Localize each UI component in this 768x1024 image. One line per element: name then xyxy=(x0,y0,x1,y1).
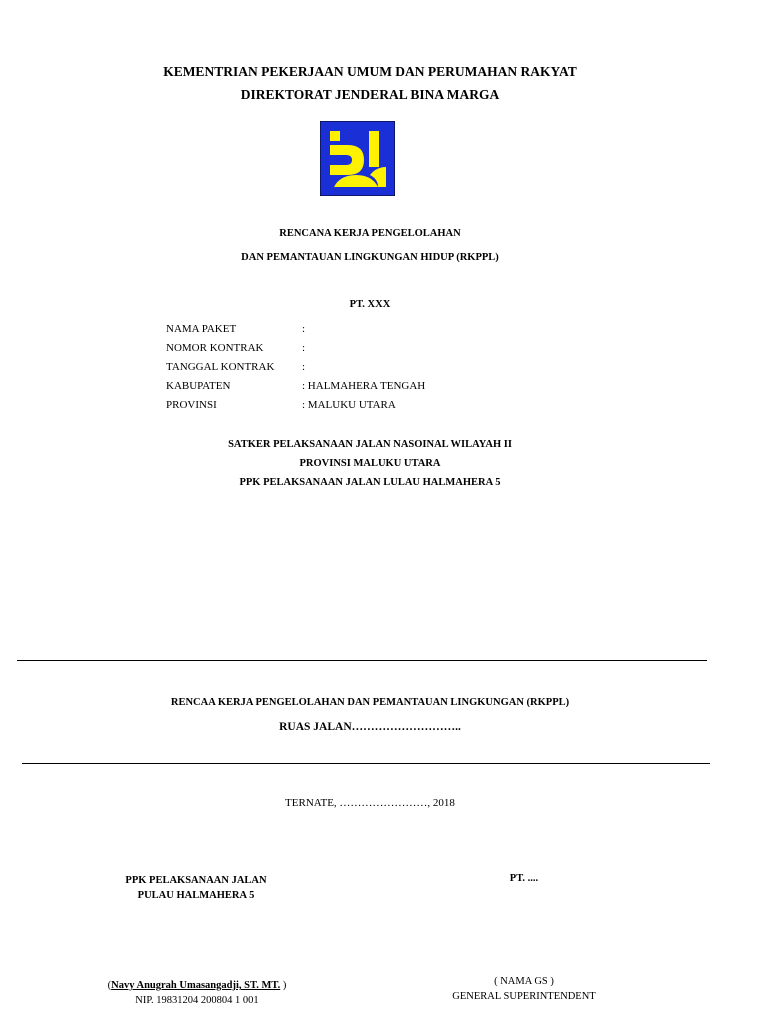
satker-line3: PPK PELAKSANAAN JALAN LULAU HALMAHERA 5 xyxy=(239,477,501,488)
document-title-line1: RENCANA KERJA PENGELOLAHAN xyxy=(279,228,461,239)
info-row-contract-date xyxy=(166,358,425,377)
signature-right-name-block xyxy=(414,974,634,1004)
info-value: : xyxy=(302,342,306,354)
divider-top xyxy=(17,660,707,661)
signature-left-nip: NIP. 19831204 200804 1 001 xyxy=(135,995,259,1006)
signature-left-title xyxy=(96,873,296,903)
pu-logo-icon xyxy=(320,121,395,196)
divider-bottom xyxy=(22,763,710,764)
paren-open: ( xyxy=(107,980,112,991)
directorate-title: DIREKTORAT JENDERAL BINA MARGA xyxy=(240,87,500,102)
signature-left-name-block xyxy=(92,978,302,1008)
section-title: RENCAA KERJA PENGELOLAHAN DAN PEMANTAUAN LINGKUNGAN (RKPPL) xyxy=(170,697,570,708)
signature-left-name-line xyxy=(92,978,302,993)
signature-right-role: GENERAL SUPERINTENDENT xyxy=(452,991,596,1002)
signature-right-name: ( NAMA GS ) xyxy=(494,976,554,987)
info-label: NAMA PAKET xyxy=(166,323,237,335)
info-label: TANGGAL KONTRAK xyxy=(166,361,275,373)
signature-left-name: Navy Anugrah Umasangadji, ST. MT. xyxy=(111,980,281,991)
place-date: TERNATE, ……………………, 2018 xyxy=(285,797,455,809)
route-name: RUAS JALAN……………………….. xyxy=(279,721,461,733)
info-label: KABUPATEN xyxy=(166,380,231,392)
signature-right-title: PT. .... xyxy=(509,873,539,884)
satker-line2: PROVINSI MALUKU UTARA xyxy=(299,458,441,469)
info-label: NOMOR KONTRAK xyxy=(166,342,264,354)
info-value: : xyxy=(302,323,306,335)
signature-left-title-line1: PPK PELAKSANAAN JALAN xyxy=(125,875,267,886)
contract-info xyxy=(166,320,425,415)
ministry-title: KEMENTRIAN PEKERJAAN UMUM DAN PERUMAHAN RAKYAT xyxy=(163,64,577,79)
info-value: : xyxy=(302,361,306,373)
company-name: PT. XXX xyxy=(349,299,391,310)
paren-close: ) xyxy=(280,980,287,991)
satker-block xyxy=(0,435,740,492)
info-row-package xyxy=(166,320,425,339)
info-row-contract-number xyxy=(166,339,425,358)
info-label: PROVINSI xyxy=(166,399,217,411)
info-value: : HALMAHERA TENGAH xyxy=(302,380,426,392)
satker-line1: SATKER PELAKSANAAN JALAN NASOINAL WILAYAH II xyxy=(228,439,512,450)
info-row-regency xyxy=(166,377,425,396)
info-row-province xyxy=(166,396,425,415)
signature-left-title-line2: PULAU HALMAHERA 5 xyxy=(137,890,255,901)
info-value: : MALUKU UTARA xyxy=(302,399,396,411)
document-title-line2: DAN PEMANTAUAN LINGKUNGAN HIDUP (RKPPL) xyxy=(241,252,499,263)
